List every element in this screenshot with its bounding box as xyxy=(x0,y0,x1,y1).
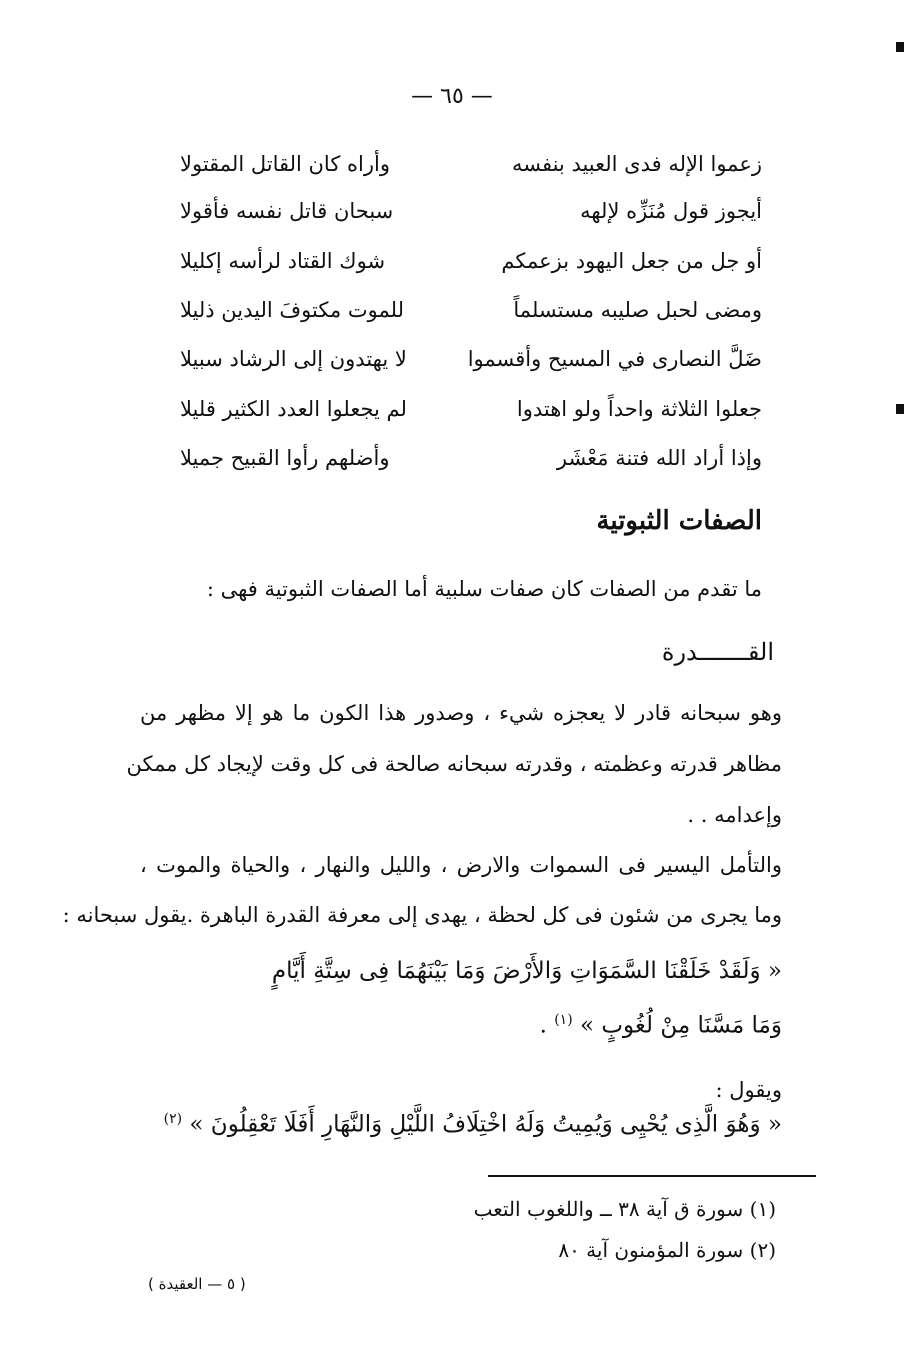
quote-text: وَمَا مَسَّنَا مِنْ لُغُوبٍ » xyxy=(579,1012,782,1039)
verse-first-hemistich: زعموا الإله فدى العبيد بنفسه xyxy=(511,152,762,176)
paragraph-line: وإعدامه . . xyxy=(687,803,782,827)
quran-quote xyxy=(140,1111,782,1138)
verse-row xyxy=(180,249,762,289)
quote-end-dot: . xyxy=(539,1012,547,1039)
footnote-reference: (١) xyxy=(554,1012,573,1028)
quote-line xyxy=(140,1012,782,1039)
paragraph-line: والتأمل اليسير فى السموات والارض ، والليل والنهار ، والحياة والموت ، xyxy=(140,853,782,877)
verse-first-hemistich: ومضى لحبل صليبه مستسلماً xyxy=(513,298,762,322)
footnote: (١) سورة ق آية ٣٨ ــ واللغوب التعب xyxy=(473,1197,776,1221)
verse-second-hemistich: وأراه كان القاتل المقتولا xyxy=(180,152,390,176)
quote-text: « وَهُوَ الَّذِى يُحْيِى وَيُمِيتُ وَلَهُ اخْتِلَافُ اللَّيْلِ وَالنَّهَارِ أَفَلَا تَعْقِلُونَ » xyxy=(189,1111,782,1138)
verse-first-hemistich: وإذا أراد الله فتنة مَعْشَر xyxy=(556,446,762,470)
verse-second-hemistich: لم يجعلوا العدد الكثير قليلا xyxy=(180,397,407,421)
says-line: ويقول : xyxy=(715,1078,782,1102)
verse-row xyxy=(180,446,762,486)
verse-row xyxy=(180,199,762,239)
section-heading: الصفات الثبوتية xyxy=(596,506,762,536)
verse-row xyxy=(180,152,762,192)
signature-mark: ( ٥ — العقيدة ) xyxy=(148,1275,246,1293)
verse-second-hemistich: سبحان قاتل نفسه فأقولا xyxy=(180,199,394,223)
verse-first-hemistich: جعلوا الثلاثة واحداً ولو اهتدوا xyxy=(516,397,762,421)
quote-line: « وَلَقَدْ خَلَقْنَا السَّمَوَاتِ وَالأَرْضَ وَمَا بَيْنَهُمَا فِى سِتَّةِ أَيَّامٍ xyxy=(271,958,782,984)
footnote-reference: (٢) xyxy=(163,1111,183,1127)
paragraph-line: وهو سبحانه قادر لا يعجزه شيء ، وصدور هذا الكون ما هو إلا مظهر من xyxy=(140,701,782,725)
verse-row xyxy=(180,298,762,338)
verse-first-hemistich: أو جل من جعل اليهود بزعمكم xyxy=(501,249,762,273)
verse-second-hemistich: لا يهتدون إلى الرشاد سبيلا xyxy=(180,347,407,371)
scan-edge-mark xyxy=(896,404,904,414)
verse-second-hemistich: شوك القتاد لرأسه إكليلا xyxy=(180,249,386,273)
verse-first-hemistich: ضَلَّ النصارى في المسيح وأقسموا xyxy=(467,347,762,371)
scan-edge-mark xyxy=(896,42,904,52)
verse-first-hemistich: أيجوز قول مُنَزِّه لإلهه xyxy=(580,199,762,223)
subsection-heading: القـــــــدرة xyxy=(661,638,774,666)
paragraph-line: مظاهر قدرته وعظمته ، وقدرته سبحانه صالحة فى كل وقت لإيجاد كل ممكن xyxy=(126,752,782,776)
intro-line: ما تقدم من الصفات كان صفات سلبية أما الصفات الثبوتية فهى : xyxy=(206,577,762,601)
verse-second-hemistich: للموت مكتوفَ اليدين ذليلا xyxy=(180,298,404,322)
footnote: (٢) سورة المؤمنون آية ٨٠ xyxy=(558,1238,776,1262)
verse-row xyxy=(180,347,762,387)
footnote-divider xyxy=(488,1175,816,1177)
page-number: — ٦٥ — xyxy=(411,84,493,109)
paragraph-line: وما يجرى من شئون فى كل لحظة ، يهدى إلى معرفة القدرة الباهرة .يقول سبحانه : xyxy=(62,903,782,927)
verse-row xyxy=(180,397,762,437)
verse-second-hemistich: وأضلهم رأوا القبيح جميلا xyxy=(180,446,390,470)
